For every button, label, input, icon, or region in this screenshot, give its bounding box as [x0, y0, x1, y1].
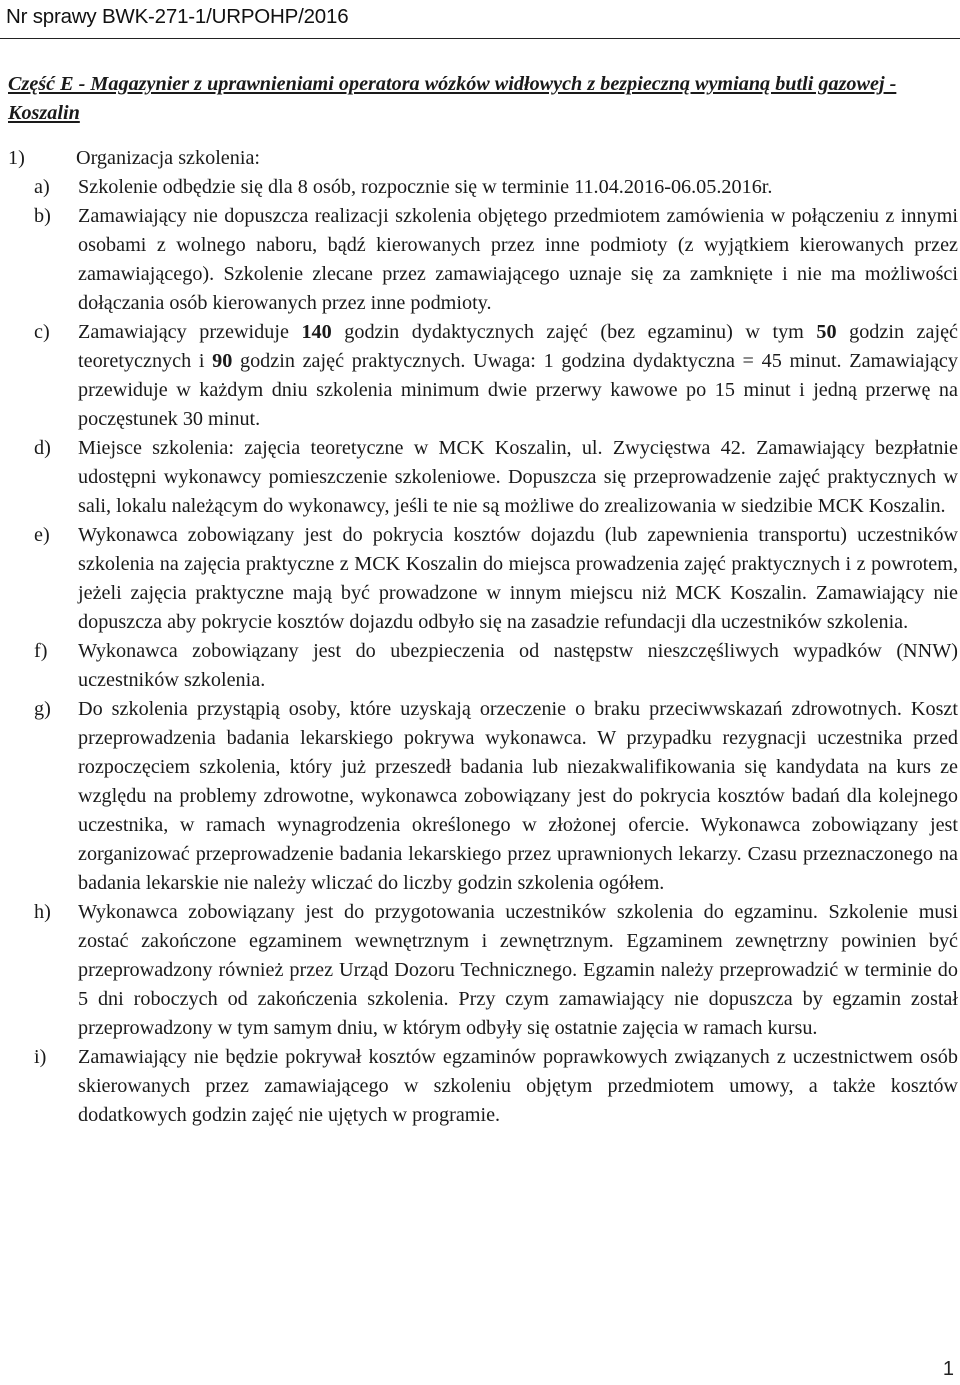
- list-item-a: [34, 173, 958, 202]
- list-item-text: Wykonawca zobowiązany jest do ubezpieczenia od następstw nieszczęśliwych wypadków (NNW) uczestników szkolenia.: [78, 640, 958, 691]
- list-marker: b): [34, 205, 51, 227]
- total-hours-value: 140: [301, 321, 332, 343]
- list-item-text: Zamawiający nie będzie pokrywał kosztów egzaminów poprawkowych związanych z uczestnictwem osób skierowanych przez zamawiającego w szkoleniu objętym przedmiotem umowy, a także kosztów dodatkowych godzin zajęć nie ujętych w programie.: [78, 1046, 958, 1126]
- list-item-g: [34, 695, 958, 898]
- list-item-text: Wykonawca zobowiązany jest do pokrycia kosztów dojazdu (lub zapewnienia transportu) uczestników szkolenia na zajęcia praktyczne z MCK Koszalin do miejsca prowadzenia zajęć praktycznych i z powrotem, jeżeli zajęcia praktyczne mają być prowadzone w innym miejscu niż MCK Koszalin. Zamawiający nie dopuszcza aby pokrycie kosztów dojazdu odbyło się na zasadzie refundacji dla uczestników szkolenia.: [78, 524, 958, 633]
- list-item-text: Do szkolenia przystąpią osoby, które uzyskają orzeczenie o braku przeciwwskazań zdrowotnych. Koszt przeprowadzenia badania lekarskiego pokrywa wykonawca. W przypadku rezygnacji uczestnika przed rozpoczęciem szkolenia, który już przeszedł badania lub niezakwalifikowania się kandydata na kurs ze względu na problemy zdrowotne, wykonawca zobowiązany jest do pokrycia kosztów badań dla kolejnego uczestnika, w ramach wynagrodzenia określonego w złożonej ofercie. Wykonawca zobowiązany jest zorganizować przeprowadzenie badania lekarskiego przez uprawnionych lekarzy. Czasu przeznaczonego na badania lekarskie nie należy wliczać do liczby godzin szkolenia ogółem.: [78, 698, 958, 894]
- list-marker: h): [34, 901, 51, 923]
- theory-hours-value: 50: [816, 321, 837, 343]
- list-item-text: Miejsce szkolenia: zajęcia teoretyczne w MCK Koszalin, ul. Zwycięstwa 42. Zamawiający bezpłatnie udostępni wykonawcy pomieszczenie szkoleniowe. Dopuszcza się przeprowadzenie zajęć praktycznych w sali, lokalu należącym do wykonawcy, jeśli te nie są możliwe do zrealizowania w siedzibie MCK Koszalin.: [78, 437, 958, 517]
- page-number: 1: [942, 1358, 954, 1380]
- list-item-f: [34, 637, 958, 695]
- section-heading: [8, 144, 958, 173]
- list-marker: e): [34, 524, 50, 546]
- list-item-text: Zamawiający nie dopuszcza realizacji szkolenia objętego przedmiotem zamówienia w połączeniu z innymi osobami z wolnego naboru, bądź kierowanych przez inne podmioty (z wyjątkiem kierowanych przez zamawiającego). Szkolenie zlecane przez zamawiającego uznaje się za zamknięte i nie ma możliwości dołączania osób kierowanych przez inne podmioty.: [78, 205, 958, 314]
- text-segment: godzin zajęć praktycznych. Uwaga: 1 godzina dydaktyczna = 45 minut. Zamawiający przewiduje w każdym dniu szkolenia minimum dwie przerwy kawowe po 15 minut i jedną przerwę na poczęstunek 30 minut.: [78, 350, 958, 430]
- list-item-b: [34, 202, 958, 318]
- requirements-list: [34, 173, 958, 1130]
- list-marker: i): [34, 1046, 47, 1068]
- document-body: [8, 70, 958, 1130]
- section-title: Część E - Magazynier z uprawnieniami operatora wózków widłowych z bezpieczną wymianą butli gazowej - Koszalin: [8, 73, 897, 124]
- list-marker: g): [34, 698, 51, 720]
- list-marker: a): [34, 176, 50, 198]
- section-heading-text: Organizacja szkolenia:: [76, 147, 261, 169]
- list-item-e: [34, 521, 958, 637]
- list-item-i: [34, 1043, 958, 1130]
- practice-hours-value: 90: [212, 350, 233, 372]
- list-item-c: [34, 318, 958, 434]
- text-segment: godzin zajęć teoretycznych i: [78, 321, 959, 372]
- list-marker: c): [34, 321, 50, 343]
- section-marker: 1): [8, 147, 25, 169]
- list-item-h: [34, 898, 958, 1043]
- text-segment: Zamawiający przewiduje: [78, 321, 302, 343]
- list-item-text: Wykonawca zobowiązany jest do przygotowania uczestników szkolenia do egzaminu. Szkolenie musi zostać zakończone egzaminem wewnętrznym i zewnętrznym. Egzaminem zewnętrzny powinien być przeprowadzony również przez Urząd Dozoru Technicznego. Egzamin należy przeprowadzić w terminie do 5 dni roboczych od zakończenia szkolenia. Przy czym zamawiający nie dopuszcza by egzamin został przeprowadzony w tym samym dniu, w którym odbyły się ostatnie zajęcia w ramach kursu.: [78, 901, 958, 1039]
- text-segment: godzin dydaktycznych zajęć (bez egzaminu) w tym: [331, 321, 817, 343]
- list-item-d: [34, 434, 958, 521]
- case-number-header: Nr sprawy BWK-271-1/URPOHP/2016: [6, 5, 349, 28]
- list-item-text: Szkolenie odbędzie się dla 8 osób, rozpocznie się w terminie 11.04.2016-06.05.2016r.: [78, 176, 773, 198]
- list-item-text: [78, 318, 958, 434]
- list-marker: d): [34, 437, 51, 459]
- header-divider: [0, 38, 960, 39]
- list-marker: f): [34, 640, 48, 662]
